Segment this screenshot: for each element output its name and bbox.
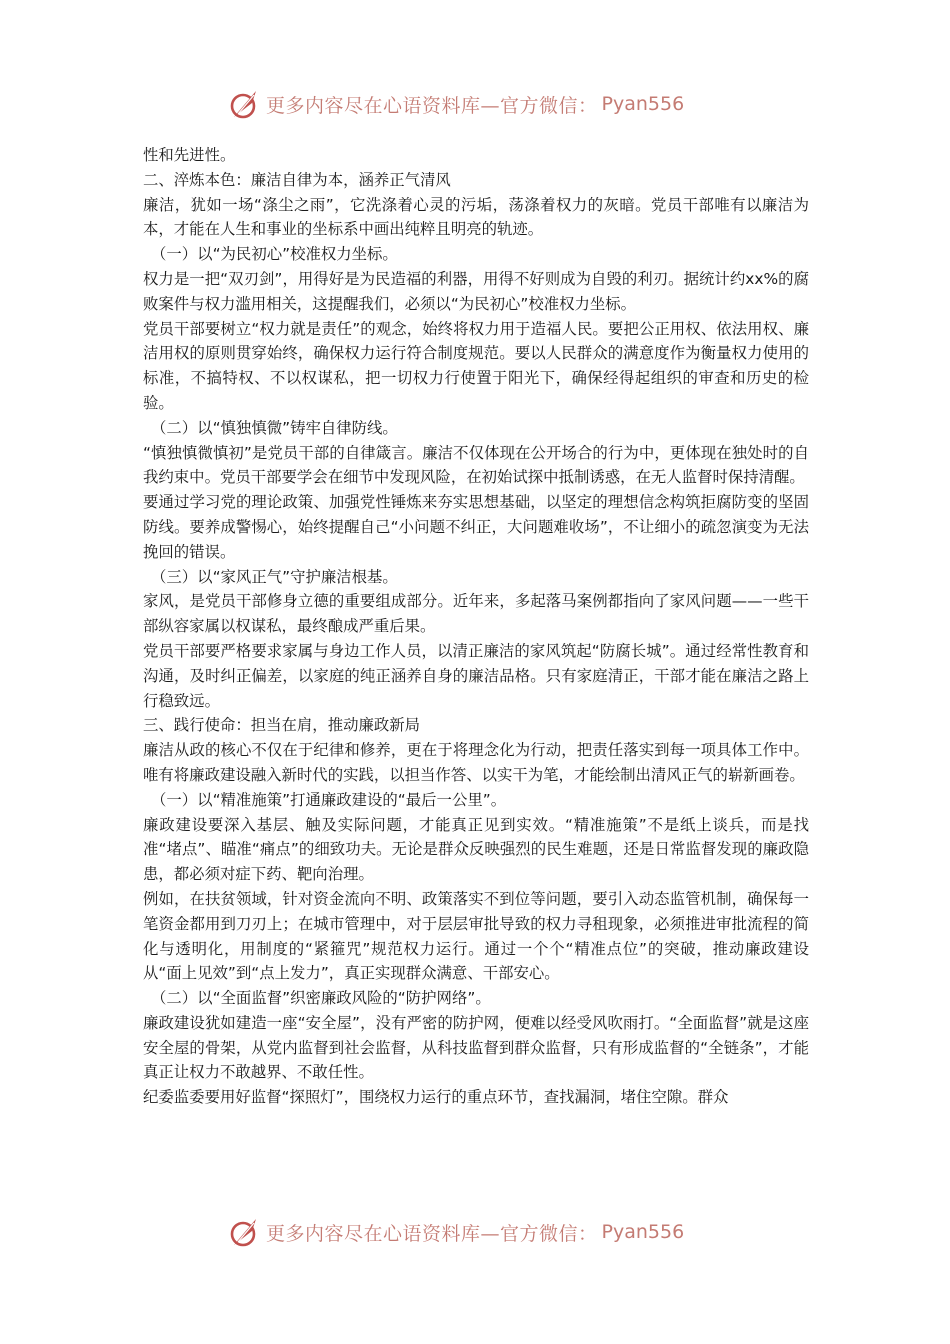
paragraph: 例如，在扶贫领域，针对资金流向不明、政策落实不到位等问题，要引入动态监管机制，确保每一笔资金都用到刀刃上；在城市管理中，对于层层审批导致的权力寻租现象，必须推进审批流程的简化与透明化，用制度的“紧箍咒”规范权力运行。通过一个个“精准点位”的突破，推动廉政建设从“面上见效”到“点上发力”，真正实现群众满意、干部安心。: [143, 889, 809, 983]
header-banner: [0, 82, 950, 126]
section-heading: 二、淬炼本色：廉洁自律为本，涵养正气清风: [143, 170, 451, 189]
subsection-heading: （二）以“慎独慎微”铸牢自律防线。: [151, 418, 398, 437]
paragraph: 纪委监委要用好监督“探照灯”，围绕权力运行的重点环节，查找漏洞，堵住空隙。群众: [143, 1088, 729, 1107]
wechat-id: Pyan556: [601, 93, 685, 115]
banner-text: 更多内容尽在心语资料库—官方微信：: [266, 1222, 598, 1245]
paragraph: 廉政建设犹如建造一座“安全屋”，没有严密的防护网，便难以经受风吹雨打。“全面监督”就是这座安全屋的骨架，从党内监督到社会监督，从科技监督到群众监督，只有形成监督的“全链条”，才能真正让权力不敢越界、不敢任性。: [143, 1013, 809, 1082]
quill-logo-icon: [228, 1215, 262, 1249]
subsection-heading: （三）以“家风正气”守护廉洁根基。: [151, 567, 398, 586]
section-heading: 三、践行使命：担当在肩，推动廉政新局: [143, 716, 421, 735]
banner-text: 更多内容尽在心语资料库—官方微信：: [266, 94, 598, 117]
paragraph: 性和先进性。: [143, 146, 236, 164]
paragraph: 党员干部要树立“权力就是责任”的观念，始终将权力用于造福人民。要把公正用权、依法用权、廉洁用权的原则贯穿始终，确保权力运行符合制度规范。要以人民群众的满意度作为衡量权力使用的标准，不搞特权、不以权谋私，把一切权力行使置于阳光下，确保经得起组织的审查和历史的检验。: [143, 319, 809, 412]
paragraph: 要通过学习党的理论政策、加强党性锤炼来夯实思想基础，以坚定的理想信念构筑拒腐防变的坚固防线。要养成警惕心，始终提醒自己“小问题不纠正，大问题难收场”，不让细小的疏忽演变为无法挽回的错误。: [143, 493, 809, 561]
paragraph: 权力是一把“双刃剑”，用得好是为民造福的利器，用得不好则成为自毁的利刃。据统计约xx%的腐败案件与权力滥用相关，这提醒我们，必须以“为民初心”校准权力坐标。: [143, 269, 809, 313]
paragraph: “慎独慎微慎初”是党员干部的自律箴言。廉洁不仅体现在公开场合的行为中，更体现在独处时的自我约束中。党员干部要学会在细节中发现风险，在初始试探中抵制诱惑，在无人监督时保持清醒。: [143, 443, 809, 487]
subsection-heading: （二）以“全面监督”织密廉政风险的“防护网络”。: [151, 989, 491, 1008]
paragraph: 家风，是党员干部修身立德的重要组成部分。近年来，多起落马案例都指向了家风问题——一些干部纵容家属以权谋私，最终酿成严重后果。: [143, 592, 809, 636]
quill-logo-icon: [228, 87, 262, 121]
paragraph: 廉政建设要深入基层、触及实际问题，才能真正见到实效。“精准施策”不是纸上谈兵，而是找准“堵点”、瞄准“痛点”的细致功夫。无论是群众反映强烈的民生难题，还是日常监督发现的廉政隐患，都必须对症下药、靶向治理。: [143, 815, 809, 884]
paragraph: 党员干部要严格要求家属与身边工作人员，以清正廉洁的家风筑起“防腐长城”。通过经常性教育和沟通，及时纠正偏差，以家庭的纯正涵养自身的廉洁品格。只有家庭清正，干部才能在廉洁之路上行稳致远。: [143, 641, 809, 710]
subsection-heading: （一）以“精准施策”打通廉政建设的“最后一公里”。: [151, 790, 507, 809]
document-body: [143, 143, 809, 1110]
paragraph: 廉洁从政的核心不仅在于纪律和修养，更在于将理念化为行动，把责任落实到每一项具体工作中。唯有将廉政建设融入新时代的实践，以担当作答、以实干为笔，才能绘制出清风正气的崭新画卷。: [143, 741, 809, 784]
footer-banner: [0, 1210, 950, 1254]
subsection-heading: （一）以“为民初心”校准权力坐标。: [151, 245, 398, 264]
wechat-id: Pyan556: [601, 1221, 685, 1243]
paragraph: 廉洁，犹如一场“涤尘之雨”，它洗涤着心灵的污垢，荡涤着权力的灰暗。党员干部唯有以廉洁为本，才能在人生和事业的坐标系中画出纯粹且明亮的轨迹。: [143, 195, 809, 239]
